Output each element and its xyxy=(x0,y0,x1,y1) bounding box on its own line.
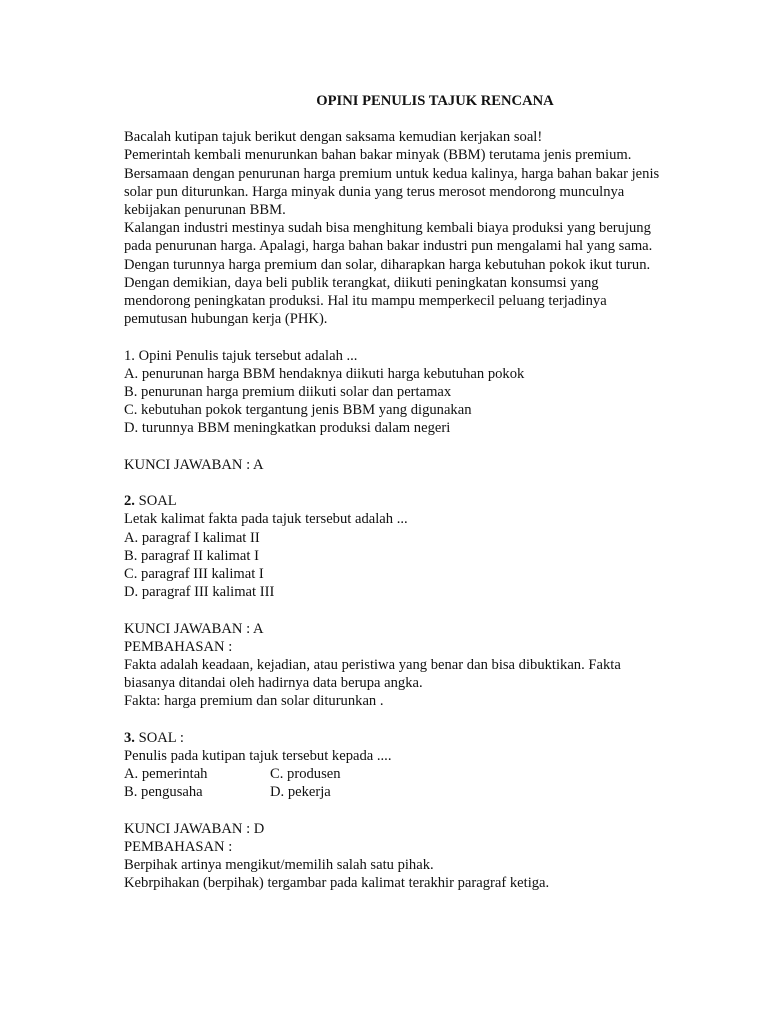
question-2-answer-key: KUNCI JAWABAN : A xyxy=(124,620,264,637)
passage-line: Pemerintah kembali menurunkan bahan bakar minyak (BBM) terutama jenis premium. xyxy=(124,147,632,164)
question-2-discussion-line: Fakta: harga premium dan solar diturunkan . xyxy=(124,693,384,710)
question-3-option-c: C. produsen xyxy=(270,766,341,783)
question-3-options-row-1 xyxy=(124,765,724,783)
spacer xyxy=(124,601,724,619)
passage-line: mendorong peningkatan produksi. Hal itu mampu memperkecil peluang terjadinya xyxy=(124,293,607,310)
question-2-option-d: D. paragraf III kalimat III xyxy=(124,584,275,601)
question-2-discussion-label: PEMBAHASAN : xyxy=(124,638,233,655)
question-1-answer-key: KUNCI JAWABAN : A xyxy=(124,456,264,473)
question-3-discussion-line: Kebrpihakan (berpihak) tergambar pada kalimat terakhir paragraf ketiga. xyxy=(124,875,550,892)
question-3-discussion-line: Berpihak artinya mengikut/memilih salah satu pihak. xyxy=(124,857,434,874)
spacer xyxy=(124,711,724,729)
document-page xyxy=(124,92,724,893)
question-3-discussion-label: PEMBAHASAN : xyxy=(124,839,233,856)
passage-line: Kalangan industri mestinya sudah bisa menghitung kembali biaya produksi yang berujung xyxy=(124,220,651,237)
spacer xyxy=(124,474,724,492)
question-2-discussion-line: biasanya ditandai oleh hadirnya data berupa angka. xyxy=(124,675,423,692)
instruction-text: Bacalah kutipan tajuk berikut dengan saksama kemudian kerjakan soal! xyxy=(124,129,543,146)
question-3-option-b: B. pengusaha xyxy=(124,784,203,801)
question-2-number: 2. xyxy=(124,493,135,510)
question-3-option-d: D. pekerja xyxy=(270,784,331,801)
question-3-heading xyxy=(124,729,724,747)
spacer xyxy=(124,438,724,456)
question-2-discussion-line: Fakta adalah keadaan, kejadian, atau peristiwa yang benar dan bisa dibuktikan. Fakta xyxy=(124,657,621,674)
question-3-label: SOAL : xyxy=(134,729,184,746)
passage-line: kebijakan penurunan BBM. xyxy=(124,202,286,219)
question-2-option-b: B. paragraf II kalimat I xyxy=(124,547,259,564)
question-3-options-row-2 xyxy=(124,783,724,801)
question-2-option-a: A. paragraf I kalimat II xyxy=(124,529,260,546)
question-3-text: Penulis pada kutipan tajuk tersebut kepada .... xyxy=(124,748,392,765)
passage-line: solar pun diturunkan. Harga minyak dunia yang terus merosot mendorong munculnya xyxy=(124,183,625,200)
question-2-heading xyxy=(124,492,724,510)
question-1-option-c: C. kebutuhan pokok tergantung jenis BBM yang digunakan xyxy=(124,402,472,419)
spacer xyxy=(124,802,724,820)
question-1-option-b: B. penurunan harga premium diikuti solar dan pertamax xyxy=(124,384,452,401)
question-1-text: 1. Opini Penulis tajuk tersebut adalah ... xyxy=(124,347,358,364)
question-1-option-a: A. penurunan harga BBM hendaknya diikuti harga kebutuhan pokok xyxy=(124,365,525,382)
passage-line: pemutusan hubungan kerja (PHK). xyxy=(124,311,328,328)
page-title: OPINI PENULIS TAJUK RENCANA xyxy=(316,93,554,109)
question-2-label: SOAL xyxy=(134,493,177,510)
question-3-option-a: A. pemerintah xyxy=(124,766,208,783)
passage-line: pada penurunan harga. Apalagi, harga bahan bakar industri pun mengalami hal yang sama. xyxy=(124,238,653,255)
question-2-text: Letak kalimat fakta pada tajuk tersebut adalah ... xyxy=(124,511,408,528)
passage-line: Dengan turunnya harga premium dan solar, diharapkan harga kebutuhan pokok ikut turun. xyxy=(124,256,651,273)
question-1-option-d: D. turunnya BBM meningkatkan produksi dalam negeri xyxy=(124,420,451,437)
passage-line: Dengan demikian, daya beli publik terangkat, diikuti peningkatan konsumsi yang xyxy=(124,274,599,291)
spacer xyxy=(124,328,724,346)
question-3-answer-key: KUNCI JAWABAN : D xyxy=(124,820,265,837)
question-3-number: 3. xyxy=(124,729,135,746)
passage-line: Bersamaan dengan penurunan harga premium untuk kedua kalinya, harga bahan bakar jenis xyxy=(124,165,660,182)
question-2-option-c: C. paragraf III kalimat I xyxy=(124,566,264,583)
